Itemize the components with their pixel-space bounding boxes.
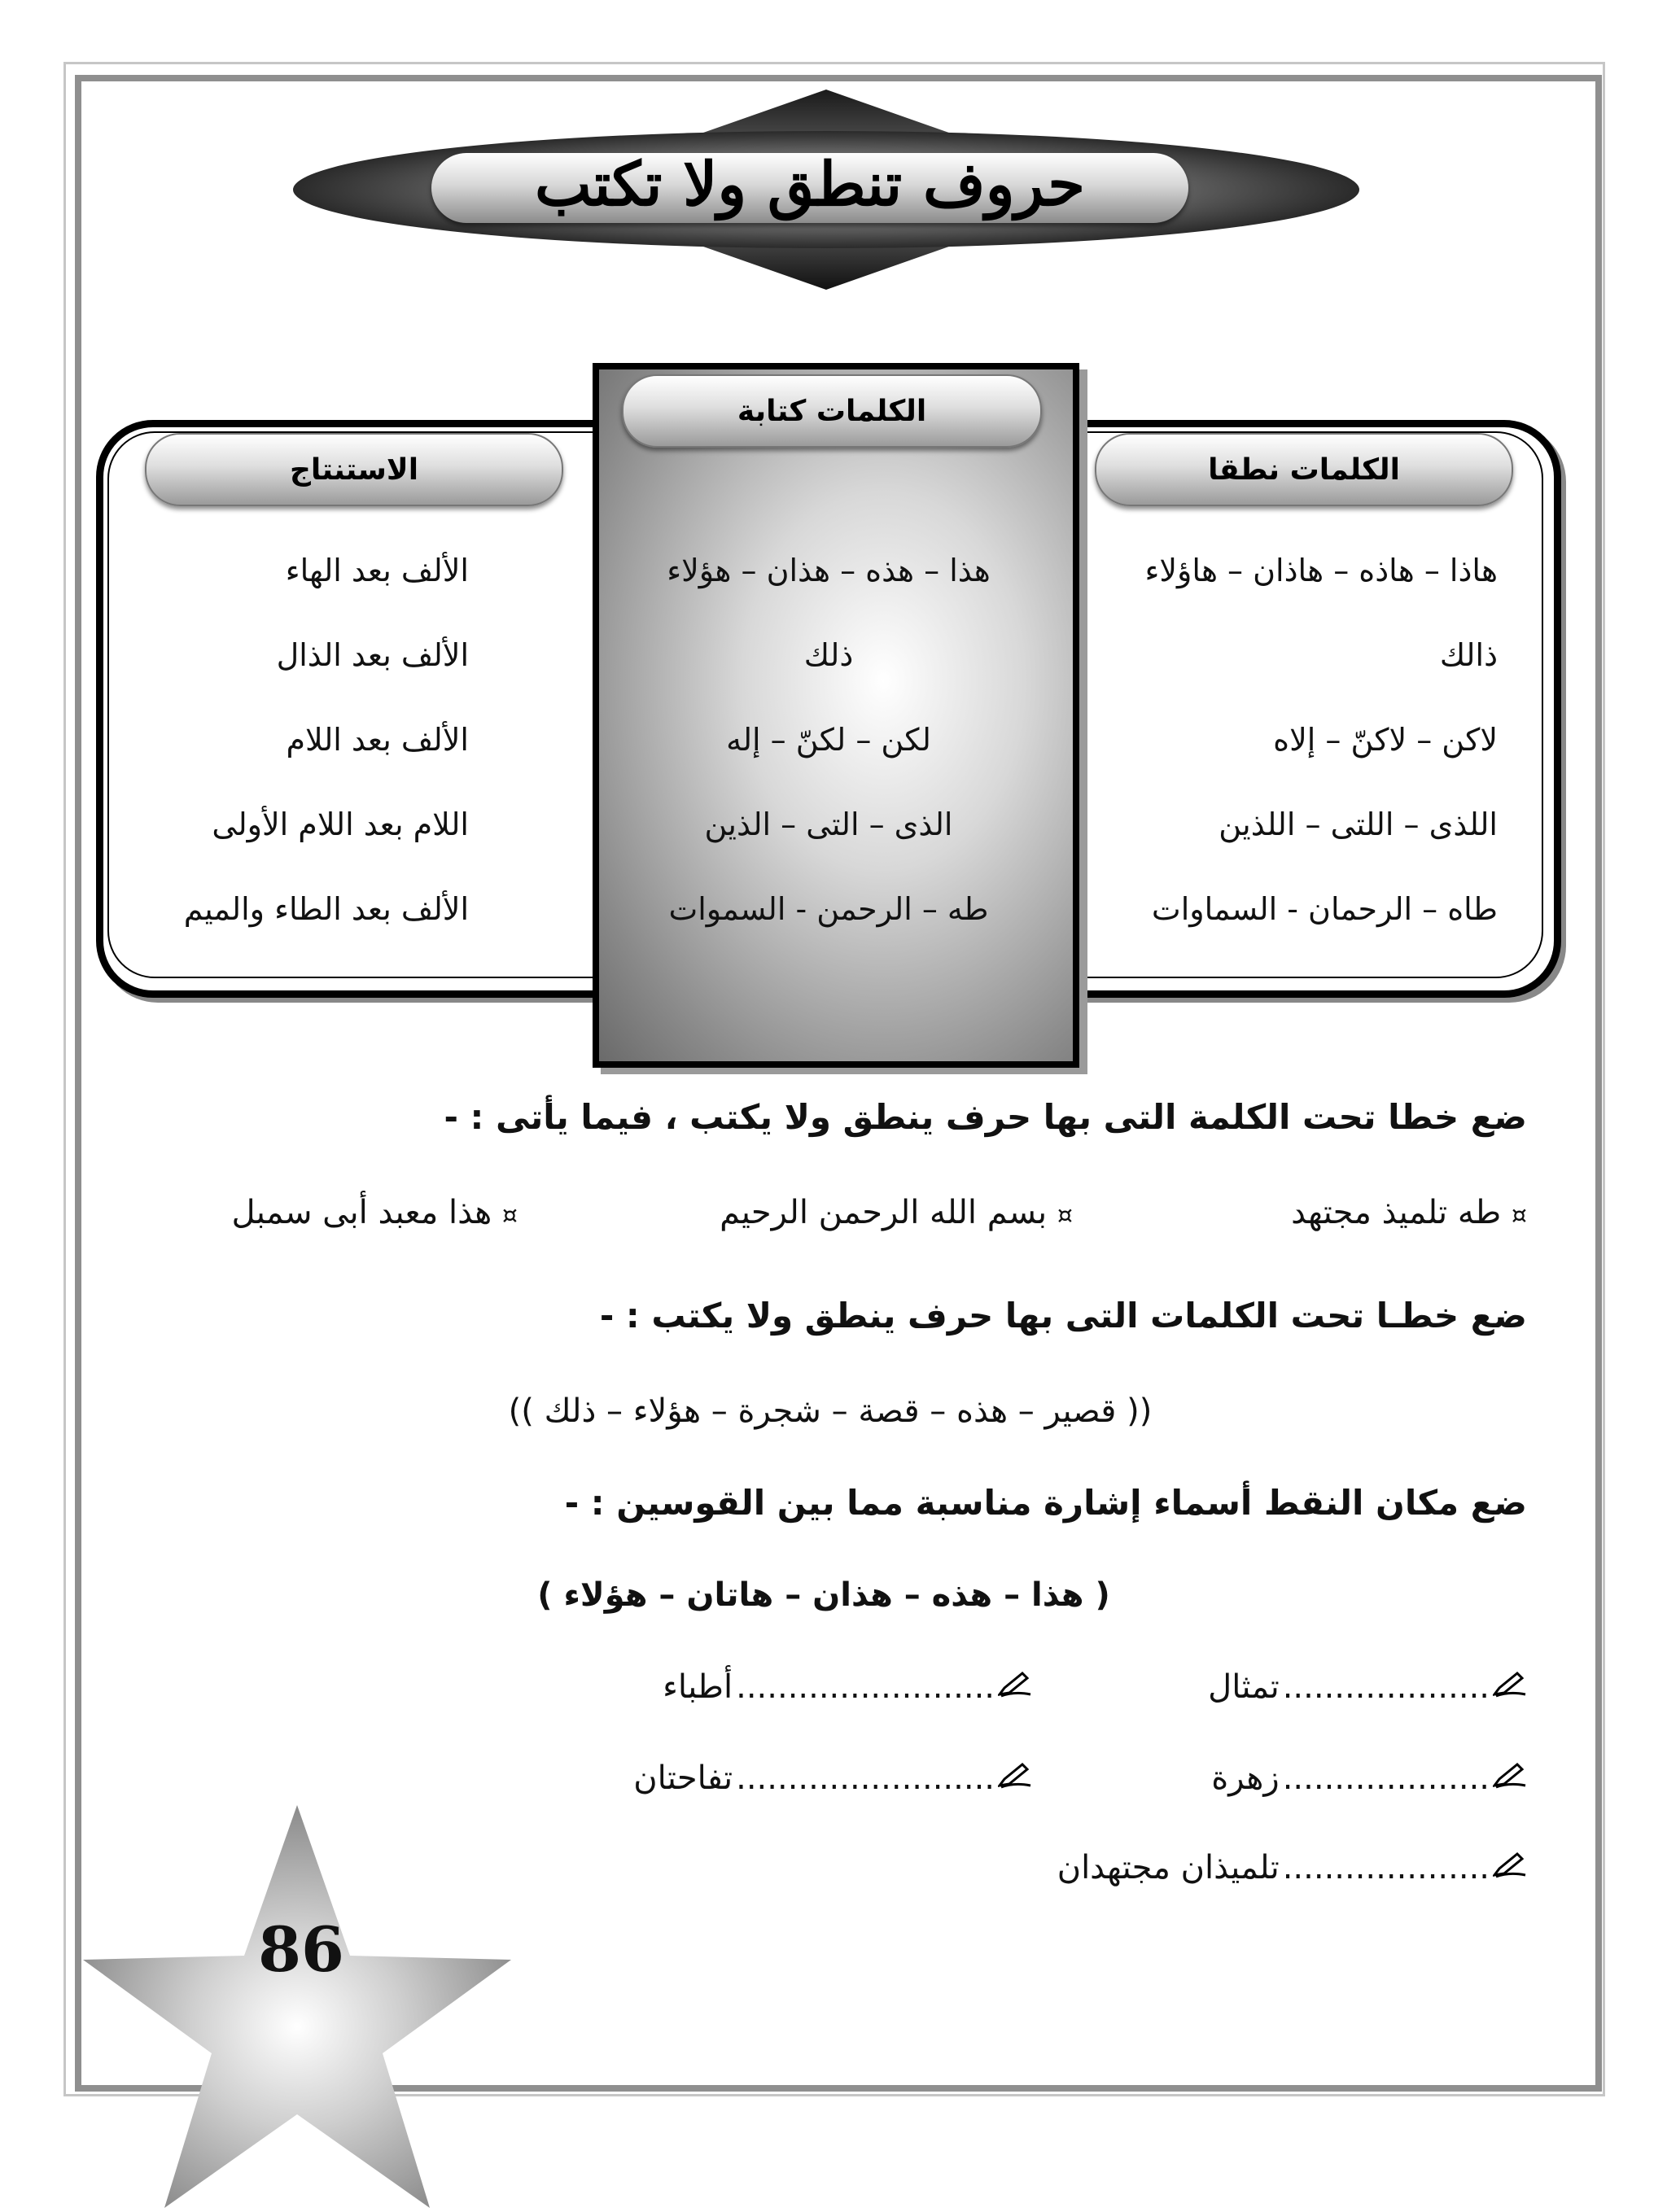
exercise-1-sentence [231,1196,518,1229]
exercise-1-sentence [1291,1196,1527,1229]
sentence-text: طه تلميذ مجتهد [1291,1194,1502,1231]
written-word-row: الذى – التى – الذين [704,807,953,842]
written-word-row: هذا – هذه – هذان – هؤلاء [667,553,991,588]
fill-in-line [633,1761,1032,1795]
spoken-word-row: اللذى – اللتى – اللذين [1219,807,1498,842]
fill-word: تلميذان مجتهدان [1057,1849,1280,1886]
written-words-header: الكلمات كتابة [622,374,1042,448]
fill-dots: .................... [1282,1668,1490,1706]
conclusion-row: الألف بعد الذال [276,637,469,673]
title-pill [431,150,1188,223]
fill-word: أطباء [663,1668,733,1706]
pen-writing-icon [1493,1670,1527,1698]
exercise-1-sentence [720,1196,1073,1229]
sentence-text: بسم الله الرحمن الرحيم [720,1194,1048,1231]
spoken-word-row: طاه – الرحمان - السماوات [1151,891,1498,927]
fill-dots: .................... [1282,1849,1490,1886]
conclusion-row: اللام بعد اللام الأولى [212,807,469,842]
fill-word: زهرة [1211,1760,1280,1797]
exercise-2-heading: ضع خطـا تحت الكلمات التى بها حرف ينطق ولا يكتب : - [599,1296,1527,1336]
fill-in-line [1057,1851,1527,1884]
fill-in-line [1211,1761,1527,1795]
exercise-3-choices: ( هذا – هذه – هذان – هاتان – هؤلاء ) [537,1576,1110,1614]
fill-in-line [1208,1668,1527,1706]
fill-dots: .................... [1282,1760,1490,1797]
fill-word: تفاحتان [633,1760,733,1797]
written-word-row: طه – الرحمن - السموات [668,891,989,927]
bullet-icon: ¤ [1511,1201,1527,1230]
sentence-text: هذا معبد أبى سمبل [231,1194,492,1231]
spoken-word-row: ذالك [1439,637,1498,673]
spoken-words-header: الكلمات نطقا [1095,433,1513,506]
spoken-word-row: لاكن – لاكنّ – إلاه [1273,722,1498,758]
pen-writing-icon [998,1670,1032,1698]
fill-in-line [663,1668,1032,1706]
fill-dots: ......................... [736,1668,995,1706]
written-words-column-panel [593,363,1079,1068]
fill-word: تمثال [1208,1668,1280,1706]
exercise-3-heading: ضع مكان النقط أسماء إشارة مناسبة مما بين القوسين : - [564,1483,1527,1523]
conclusion-header: الاستنتاج [145,433,563,506]
page-number: 86 [258,1913,344,1986]
written-word-row: لكن – لكنّ – إله [726,722,931,758]
conclusion-row: الألف بعد الطاء والميم [183,891,469,927]
bullet-icon: ¤ [501,1201,518,1230]
star-icon [81,1805,513,2212]
bullet-icon: ¤ [1057,1201,1073,1230]
pen-writing-icon [998,1761,1032,1789]
page-title: حروف تنطق ولا تكتب [534,150,1086,220]
exercise-1-heading: ضع خطا تحت الكلمة التى بها حرف ينطق ولا يكتب ، فيما يأتى : - [444,1097,1527,1137]
spoken-word-row: هاذا – هاذه – هاذان – هاؤلاء [1144,553,1498,588]
pen-writing-icon [1493,1851,1527,1878]
written-word-row: ذلك [803,637,854,673]
conclusion-row: الألف بعد اللام [286,722,469,758]
fill-dots: ......................... [736,1760,995,1797]
exercise-2-word-list: (( قصير – هذه – قصة – شجرة – هؤلاء – ذلك )) [508,1392,1153,1430]
pen-writing-icon [1493,1761,1527,1789]
conclusion-row: الألف بعد الهاء [285,553,469,588]
